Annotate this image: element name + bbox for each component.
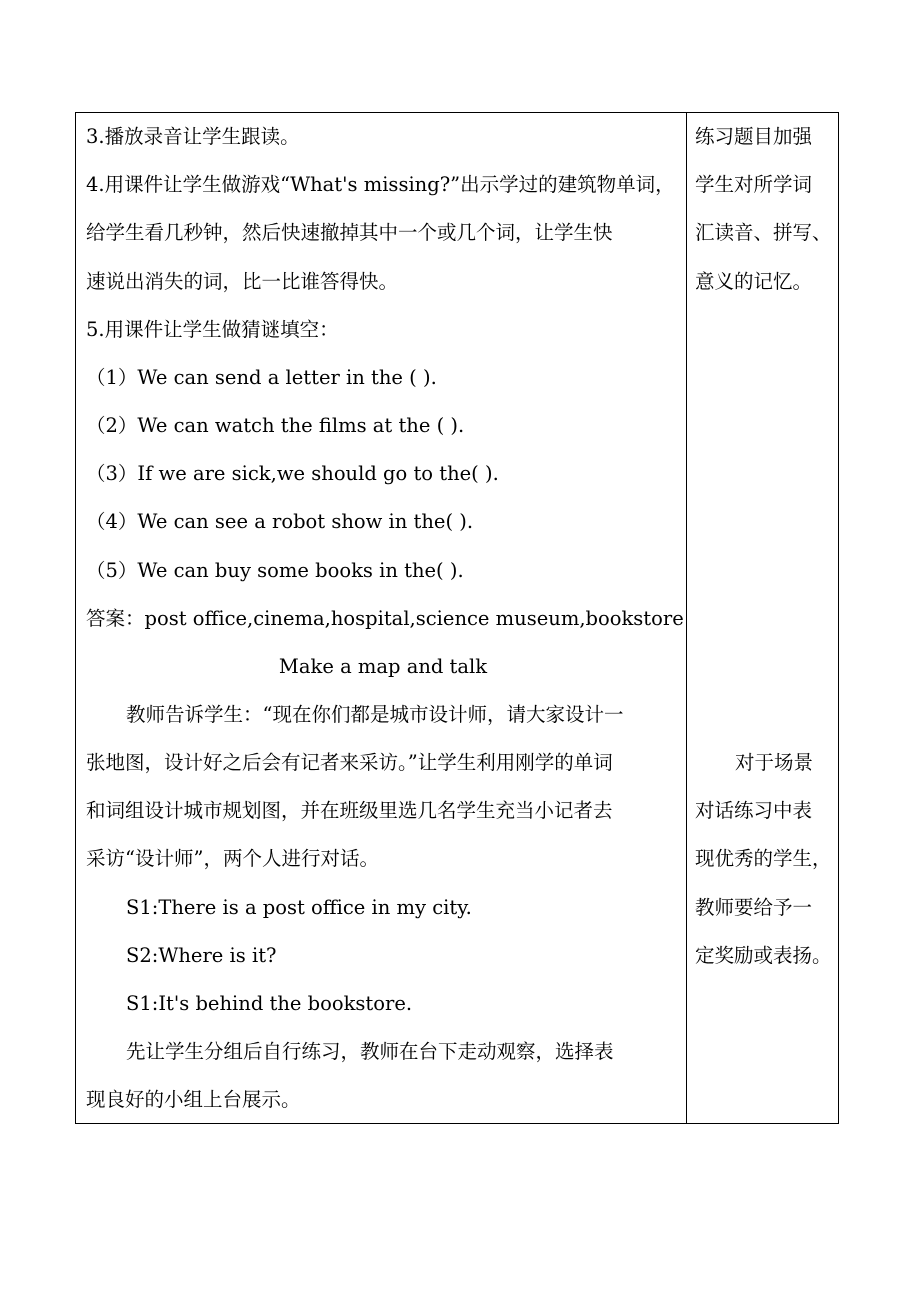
riddle-4: （4）We can see a robot show in the( ). xyxy=(86,510,474,533)
riddle-5: （5）We can buy some books in the( ). xyxy=(86,559,464,582)
note-1-line: 汇读音、拼写、 xyxy=(695,221,832,244)
practice-text-cont: 现良好的小组上台展示。 xyxy=(86,1088,301,1111)
step-4-text-cont: 速说出消失的词，比一比谁答得快。 xyxy=(86,270,399,293)
riddle-1: （1）We can send a letter in the ( ). xyxy=(86,366,437,389)
note-2-line: 对话练习中表 xyxy=(695,799,813,822)
step-4-text: 4.用课件让学生做游戏“What's missing?”出示学过的建筑物单词， xyxy=(86,173,675,196)
dialogue-line-1: S1:There is a post office in my city. xyxy=(126,896,472,919)
dialogue-line-3: S1:It's behind the bookstore. xyxy=(126,992,413,1015)
note-2-line: 定奖励或表扬。 xyxy=(695,944,832,967)
step-5-text: 5.用课件让学生做猜谜填空： xyxy=(86,318,339,341)
note-2-line: 教师要给予一 xyxy=(695,896,813,919)
column-divider xyxy=(686,113,687,1123)
activity-text: 教师告诉学生：“现在你们都是城市设计师，请大家设计一 xyxy=(126,703,624,726)
activity-text-cont: 和词组设计城市规划图，并在班级里选几名学生充当小记者去 xyxy=(86,799,613,822)
lesson-table xyxy=(75,112,839,1124)
riddle-2: （2）We can watch the films at the ( ). xyxy=(86,414,465,437)
note-2-line: 对于场景 xyxy=(735,751,814,774)
riddle-3: （3）If we are sick,we should go to the( ). xyxy=(86,462,499,485)
step-4-text-cont: 给学生看几秒钟，然后快速撤掉其中一个或几个词，让学生快 xyxy=(86,221,613,244)
practice-text: 先让学生分组后自行练习，教师在台下走动观察，选择表 xyxy=(126,1040,614,1063)
answer-text: 答案：post office,cinema,hospital,science museum,bookstore xyxy=(86,607,684,630)
activity-text-cont: 张地图，设计好之后会有记者来采访。”让学生利用刚学的单词 xyxy=(86,751,613,774)
dialogue-line-2: S2:Where is it? xyxy=(126,944,277,967)
step-3-text: 3.播放录音让学生跟读。 xyxy=(86,125,300,148)
note-1-line: 练习题目加强 xyxy=(695,125,813,148)
note-2-line: 现优秀的学生， xyxy=(695,847,832,870)
section-heading: Make a map and talk xyxy=(278,655,488,678)
note-1-line: 意义的记忆。 xyxy=(695,270,813,293)
activity-text-cont: 采访“设计师”，两个人进行对话。 xyxy=(86,847,379,870)
note-1-line: 学生对所学词 xyxy=(695,173,813,196)
